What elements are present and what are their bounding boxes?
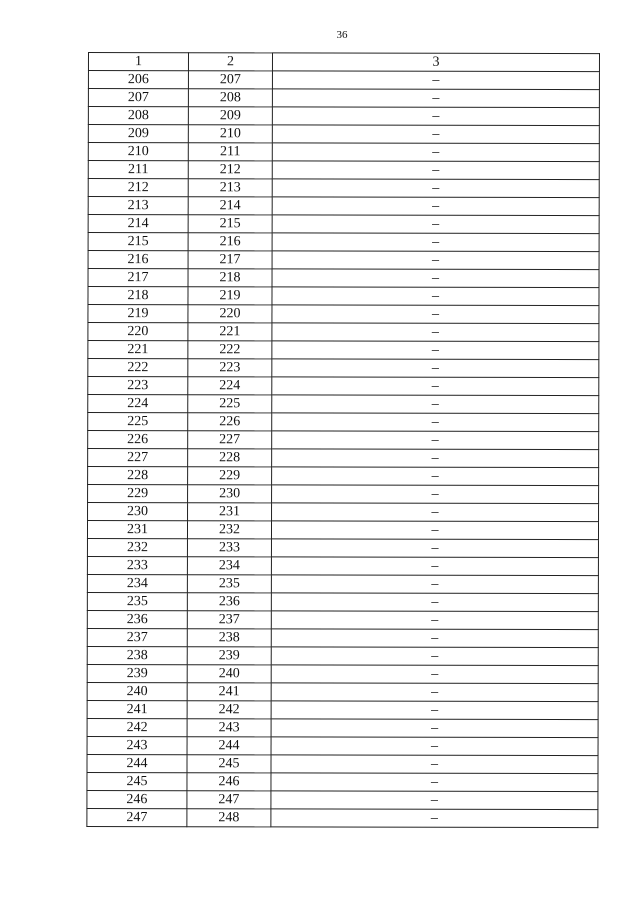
table-cell-col-3: – [272,251,599,270]
table-cell-col-3: – [272,215,599,234]
table-cell-col-1: 217 [88,269,188,287]
table-cell-col-2: 243 [187,719,271,737]
table-row [88,89,599,108]
table-cell-col-2: 215 [188,215,272,233]
table-cell-col-2: 232 [187,521,271,539]
table-row [87,592,598,611]
table-cell-col-3: – [272,125,599,144]
table-cell-col-3: – [272,71,599,90]
table-cell-col-1: 206 [88,71,188,89]
table-cell-col-3: – [271,683,598,702]
table-cell-col-3: – [271,557,598,576]
table-cell-col-2: 208 [188,89,272,107]
table-row [88,323,599,342]
table-cell-col-1: 241 [87,700,187,718]
table-row [87,772,598,791]
table-row [87,790,598,809]
table-cell-col-2: 224 [188,377,272,395]
table-cell-col-1: 214 [88,215,188,233]
table-cell-col-2: 241 [187,683,271,701]
table-cell-col-3: – [272,179,599,198]
table-cell-col-3: – [271,647,598,666]
table-cell-col-3: – [271,701,598,720]
table-cell-col-2: 214 [188,197,272,215]
table-cell-col-2: 244 [187,737,271,755]
column-header-3: 3 [272,53,599,72]
table-row [88,485,599,504]
column-header-1: 1 [88,53,188,71]
table-cell-col-1: 221 [88,341,188,359]
table-row [88,107,599,126]
table-cell-col-3: – [272,413,599,432]
table-cell-col-1: 239 [87,664,187,682]
table-row [88,467,599,486]
table-cell-col-3: – [272,467,599,486]
table-row [88,341,599,360]
table-cell-col-1: 234 [87,574,187,592]
table-row [87,664,598,683]
table-cell-col-3: – [271,773,598,792]
table-row [88,71,599,90]
table-row [87,574,598,593]
table-row [88,125,599,144]
table-cell-col-1: 237 [87,628,187,646]
table-cell-col-3: – [272,269,599,288]
table-cell-col-3: – [271,665,598,684]
table-row [87,700,598,719]
table-cell-col-3: – [272,287,599,306]
header-row [88,53,599,72]
table-cell-col-1: 245 [87,772,187,790]
table-cell-col-3: – [272,197,599,216]
table-cell-col-2: 247 [187,791,271,809]
table-row [88,179,599,198]
table-cell-col-2: 221 [188,323,272,341]
table-cell-col-1: 213 [88,197,188,215]
table-cell-col-1: 236 [87,610,187,628]
table-row [88,215,599,234]
table-cell-col-2: 216 [188,233,272,251]
table-cell-col-2: 246 [187,773,271,791]
table-row [87,736,598,755]
page-number: 36 [336,29,348,41]
table-cell-col-3: – [272,359,599,378]
table-row [87,718,598,737]
table-cell-col-1: 223 [88,377,188,395]
table-cell-col-2: 210 [188,125,272,143]
table-cell-col-1: 238 [87,646,187,664]
table-cell-col-3: – [272,161,599,180]
table-cell-col-1: 218 [88,287,188,305]
table-cell-col-1: 225 [88,413,188,431]
table-row [88,449,599,468]
table-cell-col-1: 243 [87,736,187,754]
table-cell-col-2: 240 [187,665,271,683]
table-cell-col-3: – [271,539,598,558]
table-row [88,287,599,306]
table-cell-col-1: 226 [88,431,188,449]
table-cell-col-1: 219 [88,305,188,323]
table-row [88,251,599,270]
data-table [86,52,600,828]
table-cell-col-3: – [271,809,598,828]
table-cell-col-1: 212 [88,179,188,197]
table-row [88,161,599,180]
table-row [87,808,598,827]
table-cell-col-1: 235 [87,592,187,610]
table-row [87,754,598,773]
table-cell-col-2: 248 [187,809,271,827]
table-cell-col-3: – [271,629,598,648]
table-cell-col-2: 209 [188,107,272,125]
table-cell-col-2: 231 [188,503,272,521]
table-cell-col-2: 219 [188,287,272,305]
table-cell-col-1: 246 [87,790,187,808]
table-row [88,269,599,288]
table-cell-col-1: 240 [87,682,187,700]
table-cell-col-3: – [272,449,599,468]
table-cell-col-2: 218 [188,269,272,287]
table-cell-col-3: – [272,107,599,126]
table-cell-col-2: 242 [187,701,271,719]
table-cell-col-2: 222 [188,341,272,359]
table-cell-col-3: – [272,143,599,162]
table-cell-col-3: – [272,395,599,414]
table-cell-col-3: – [272,341,599,360]
table-cell-col-3: – [271,593,598,612]
table-row [87,556,598,575]
table-cell-col-1: 231 [87,521,187,539]
table-cell-col-1: 208 [88,107,188,125]
table-cell-col-1: 233 [87,556,187,574]
table-row [88,143,599,162]
table-row [88,233,599,252]
table-cell-col-2: 233 [187,539,271,557]
table-cell-col-3: – [271,521,598,540]
table-cell-col-3: – [272,305,599,324]
table-row [88,377,599,396]
table-cell-col-2: 223 [188,359,272,377]
table-cell-col-2: 213 [188,179,272,197]
table-cell-col-3: – [271,575,598,594]
table-cell-col-1: 228 [88,467,188,485]
table-cell-col-1: 232 [87,539,187,557]
table-cell-col-2: 226 [188,413,272,431]
column-header-2: 2 [188,53,272,71]
table-cell-col-2: 228 [188,449,272,467]
table-cell-col-1: 247 [87,808,187,826]
table-cell-col-2: 245 [187,755,271,773]
table-cell-col-3: – [271,719,598,738]
table-cell-col-1: 229 [88,485,188,503]
table-row [87,610,598,629]
table-cell-col-1: 216 [88,251,188,269]
table-cell-col-2: 217 [188,251,272,269]
table-cell-col-1: 207 [88,89,188,107]
table-cell-col-1: 210 [88,143,188,161]
table-cell-col-1: 209 [88,125,188,143]
table-cell-col-3: – [272,485,599,504]
table-cell-col-2: 239 [187,647,271,665]
table-cell-col-2: 236 [187,593,271,611]
table-header [88,53,599,72]
table-cell-col-2: 238 [187,629,271,647]
table-row [88,395,599,414]
table-row [88,197,599,216]
table-row [88,431,599,450]
table-row [88,305,599,324]
table-body [87,71,600,828]
table-cell-col-2: 237 [187,611,271,629]
table-cell-col-3: – [271,611,598,630]
table-cell-col-3: – [271,791,598,810]
table-cell-col-1: 242 [87,718,187,736]
table-cell-col-2: 229 [188,467,272,485]
table-cell-col-3: – [272,233,599,252]
table-cell-col-2: 235 [187,575,271,593]
table-cell-col-2: 227 [188,431,272,449]
table-row [87,628,598,647]
table-cell-col-2: 234 [187,557,271,575]
table-cell-col-2: 211 [188,143,272,161]
table-cell-col-2: 230 [188,485,272,503]
table-cell-col-3: – [272,323,599,342]
table-row [88,413,599,432]
table-row [87,646,598,665]
table-cell-col-2: 220 [188,305,272,323]
table-cell-col-1: 230 [88,503,188,521]
table-row [87,682,598,701]
table-cell-col-3: – [272,89,599,108]
table-row [88,359,599,378]
table-cell-col-3: – [271,737,598,756]
table-cell-col-2: 207 [188,71,272,89]
table-cell-col-1: 220 [88,323,188,341]
table-cell-col-3: – [272,503,599,522]
table-cell-col-3: – [272,431,599,450]
table-cell-col-1: 211 [88,161,188,179]
table-cell-col-1: 215 [88,233,188,251]
table-row [88,503,599,522]
table-cell-col-1: 227 [88,449,188,467]
table-cell-col-1: 224 [88,395,188,413]
table-cell-col-2: 225 [188,395,272,413]
table-cell-col-3: – [272,377,599,396]
table-cell-col-1: 244 [87,754,187,772]
table-cell-col-3: – [271,755,598,774]
table-cell-col-1: 222 [88,359,188,377]
table-row [87,539,598,558]
table-cell-col-2: 212 [188,161,272,179]
table-row [87,521,598,540]
